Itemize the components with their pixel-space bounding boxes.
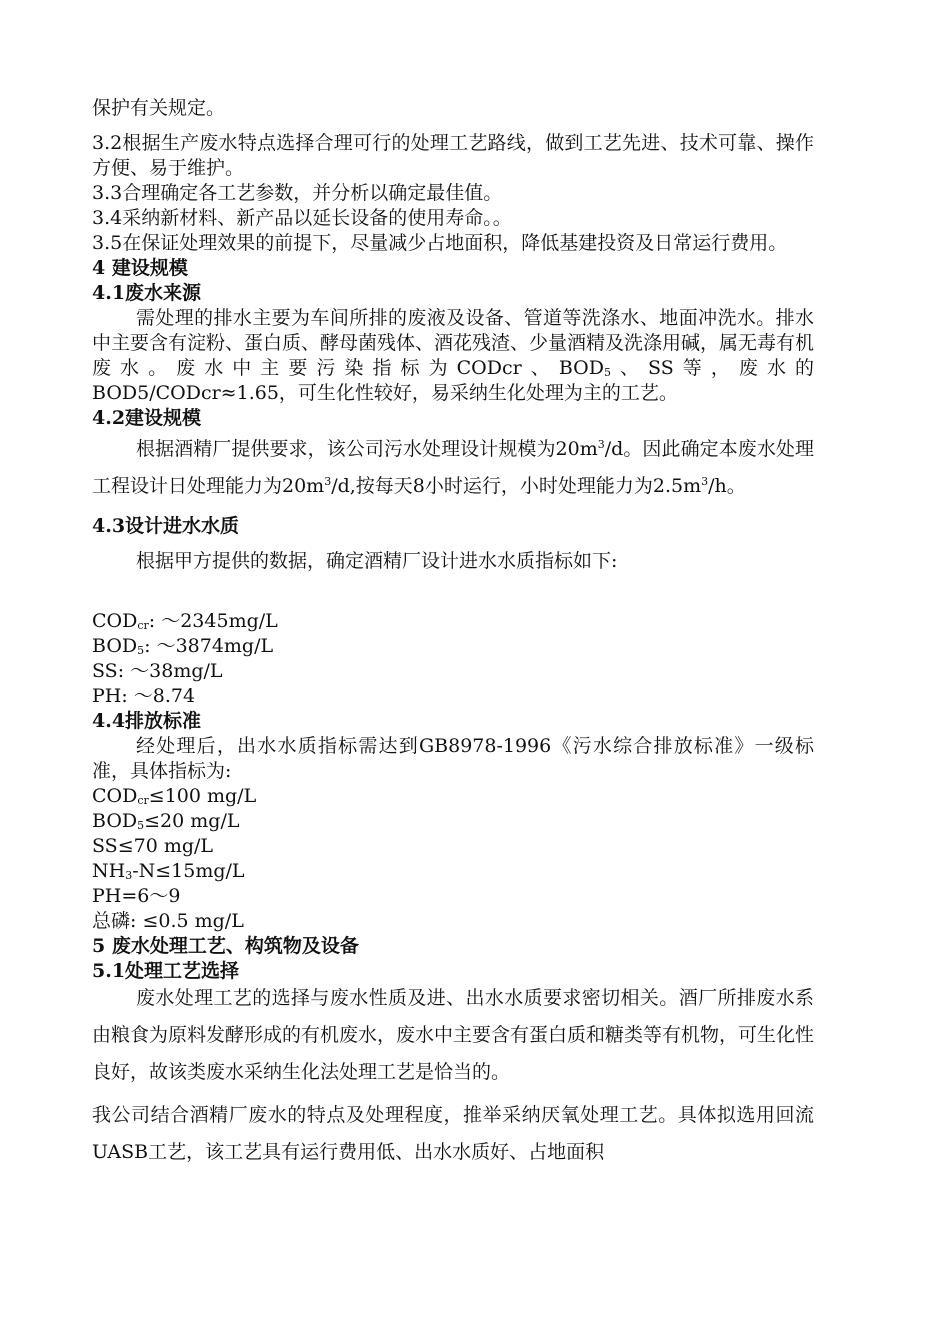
item-3-5: 3.5在保证处理效果的前提下，尽量减少占地面积，降低基建投资及日常运行费用。	[92, 232, 788, 254]
heading-4-1: 4.1废水来源	[92, 282, 202, 304]
paragraph-process-selection: 废水处理工艺的选择与废水性质及进、出水水质要求密切相关。酒厂所排废水系由粮食为原料发酵形成的有机废水，废水中主要含有蛋白质和糖类等有机物，可生化性良好，故该类废水采纳生化法处理工艺是恰当的。	[92, 987, 815, 1083]
item-3-3: 3.3合理确定各工艺参数，并分析以确定最佳值。	[92, 182, 503, 204]
effluent-ph: PH=6～9	[92, 885, 181, 907]
effluent-phosphorus: 总磷: ≤0.5 mg/L	[92, 910, 244, 932]
paragraph-wastewater-source: 需处理的排水主要为车间所排的废液及设备、管道等洗涤水、地面冲洗水。排水中主要含有淀粉、蛋白质、酵母菌残体、酒花残渣、少量酒精及洗涤用碱，属无毒有机废水。废水中主要污染指标为CODcr、$BOD_5$、SS等，废水的BOD5/CODcr≈1.65，可生化性较好，易采纳生化处理为主的工艺。	[92, 307, 815, 404]
heading-4: 4 建设规模	[92, 257, 188, 279]
influent-cod: $COD_{cr}$: ～2345mg/L	[92, 610, 278, 632]
effluent-nh3n: $NH_3-N\le 15mg/L$	[92, 860, 245, 882]
paragraph-discharge-standard: 经处理后，出水水质指标需达到GB8978-1996《污水综合排放标准》一级标准，具体指标为:	[92, 735, 814, 782]
influent-ss: SS: ～38mg/L	[92, 660, 223, 682]
heading-4-2: 4.2建设规模	[92, 407, 202, 429]
text-line-protection: 保护有关规定。	[92, 97, 226, 119]
effluent-ss: SS≤70 mg/L	[92, 835, 214, 857]
heading-4-3: 4.3设计进水水质	[92, 515, 240, 537]
paragraph-construction-scale: 根据酒精厂提供要求，该公司污水处理设计规模为$20m^3/d$。因此确定本废水处理工程设计日处理能力为$20m^3/d$,按每天8小时运行，小时处理能力为$2.5m^3/h$。	[92, 438, 814, 497]
item-3-4: 3.4采纳新材料、新产品以延长设备的使用寿命。。	[92, 207, 512, 229]
heading-5-1: 5.1处理工艺选择	[92, 960, 240, 982]
effluent-cod: $COD_{cr}\le 100$ mg/L	[92, 785, 257, 807]
item-3-2: 3.2根据生产废水特点选择合理可行的处理工艺路线，做到工艺先进、技术可靠、操作方便、易于维护。	[92, 132, 814, 179]
paragraph-influent-intro: 根据甲方提供的数据，确定酒精厂设计进水水质指标如下:	[136, 550, 618, 572]
heading-4-4: 4.4排放标准	[92, 710, 202, 732]
heading-5: 5 废水处理工艺、构筑物及设备	[92, 935, 359, 957]
effluent-bod: $BOD_5\le 20$ mg/L	[92, 810, 240, 832]
paragraph-process-recommendation: 我公司结合酒精厂废水的特点及处理程度，推举采纳厌氧处理工艺。具体拟选用回流UASB工艺，该工艺具有运行费用低、出水水质好、占地面积	[92, 1104, 814, 1163]
blank-line	[92, 579, 814, 609]
document-page	[92, 96, 814, 1171]
influent-ph: PH: ～8.74	[92, 685, 196, 707]
influent-bod: $BOD_5$: ～3874mg/L	[92, 635, 274, 657]
